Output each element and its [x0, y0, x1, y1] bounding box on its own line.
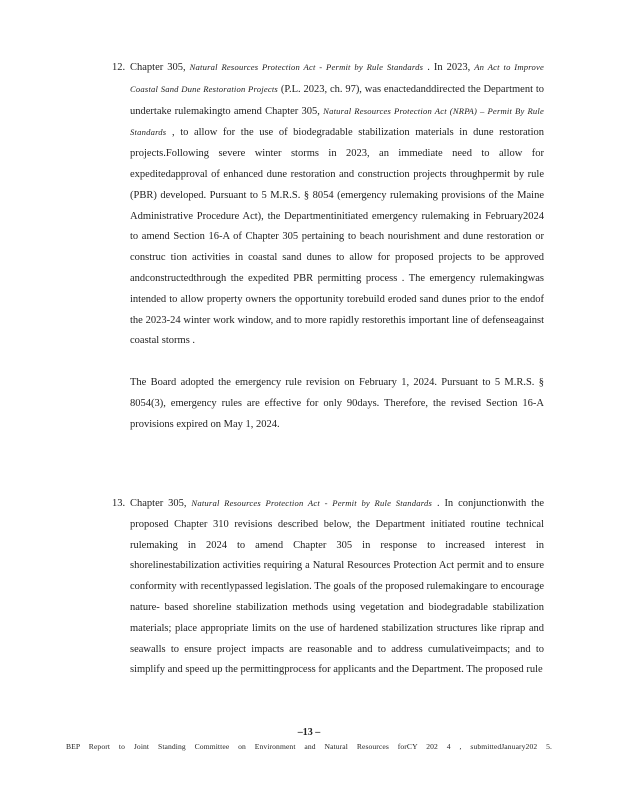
item-number: 13.: [112, 498, 126, 509]
item-13-text: Chapter 305, Natural Resources Protection Act - Permit by Rule Standards . In conjunctionwith the proposed Chapter 310 revisions described below, the Department initiated routine technical rulemaking in 2024 to amend Chapter 305 in response to increased interest in shorelinestabilization activities requiring a Natural Resources Protection Act permit and to ensure conformity with recentlypassed legislation. The goals of the proposed rulemakingare to encourage nature- based shoreline stabilization methods using vegetation and biodegradable stabilization materials; place appropriate limits on the use of hardened stabilization structures like riprap and seawalls to ensure project impacts are reasonable and to address cumulativeimpacts; and to simplify and speed up the permittingprocess for applicants and the Department. The proposed rule: [130, 498, 545, 676]
law-title: An Act to Improve Coastal Sand Dune Restoration Projects: [130, 62, 544, 94]
item-lead: Chapter 305,: [130, 498, 187, 509]
page-number: –13 –: [297, 727, 321, 738]
rule-title: Natural Resources Protection Act - Permit by Rule Standards: [189, 62, 424, 72]
item-12-text: Chapter 305, Natural Resources Protection Act - Permit by Rule Standards . In 2023, An Act to Improve Coastal Sand Dune Restoration Projects (P.L. 2023, ch. 97), was enactedanddirected the Department to undertake rulemakingto amend Chapter 305, Natural Resources Protection Act (NRPA) – Permit By Rule Standards , to allow for the use of biodegradable stabilization materials in dune restoration projects.Following severe winter storms in 2023, an immediate need to allow for expeditedapproval of enhanced dune restoration and construction projects throughpermit by rule (PBR) developed. Pursuant to 5 M.R.S. § 8054 (emergency rulemaking provisions of the Maine Administrative Procedure Act), the Departmentinitiated emergency rulemaking in February2024 to amend Section 16-A of Chapter 305 pertaining to beach nourishment and dune restoration or construc tion activities in coastal sand dunes to allow for proposed projects to be approved andconstructedthrough the expedited PBR permitting process . The emergency rulemakingwas intended to allow property owners the opportunity torebuild eroded sand dunes prior to the endof the 2023-24 winter work window, and to more rapidly restorethis important line of defenseagainst coastal storms .: [130, 62, 544, 347]
rule-title: Natural Resources Protection Act - Permit by Rule Standards: [191, 498, 433, 508]
item-12-paragraph-2: The Board adopted the emergency rule revision on February 1, 2024. Pursuant to 5 M.R.S. § 8054(3), emergency rules are effective for only 90days. Therefore, the revised Section 16-A provisions expired on May 1, 2024.: [130, 377, 544, 430]
list-item-12: [112, 57, 552, 436]
page-footer: BEP Report to Joint Standing Committee on Environment and Natural Resources forCY 202 4 , submittedJanuary202 5.: [66, 742, 552, 751]
rule-title-2: Natural Resources Protection Act (NRPA) – Permit By Rule Standards: [130, 105, 544, 138]
item-number: 12.: [112, 62, 126, 73]
list-item-13: [112, 493, 552, 681]
item-lead: Chapter 305,: [130, 62, 186, 73]
